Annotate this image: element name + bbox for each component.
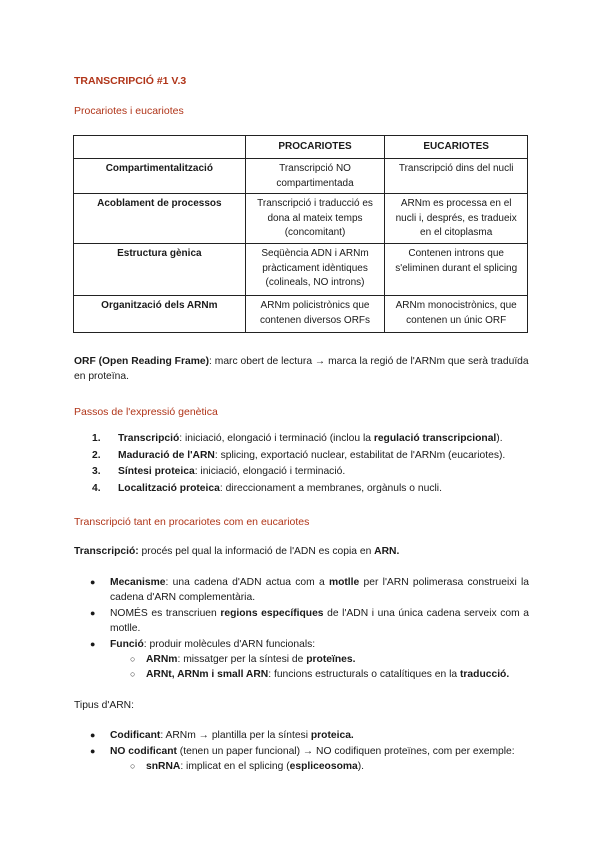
table-header-row <box>74 136 528 159</box>
section-heading-transcripcio: Transcripció tant en procariotes com en eucariotes <box>74 516 310 528</box>
bullet-text: : una cadena d'ADN actua com a <box>165 577 329 588</box>
list-item <box>74 607 529 637</box>
sub-bold: ARNt, ARNm i small ARN <box>146 668 269 680</box>
table-cell: ARNm monocistrònics, que contenen un únic ORF <box>385 296 528 333</box>
step-bold: regulació transcripcional <box>373 433 497 444</box>
bullet-icon: ● <box>90 607 96 618</box>
step-label: Maduració de l'ARN <box>118 449 215 461</box>
def-text: procés pel qual la informació de l'ADN es copia en <box>138 546 375 557</box>
def-term: Transcripció: <box>74 546 139 557</box>
table-header-cell <box>74 136 246 159</box>
circle-bullet-icon: ○ <box>130 760 136 771</box>
list-item <box>74 465 534 482</box>
sub-bold: espliceosoma <box>289 760 358 772</box>
list-item <box>74 638 529 683</box>
steps-list <box>74 432 534 498</box>
list-number: 3. <box>92 466 101 477</box>
tipus-heading: Tipus d'ARN: <box>74 700 134 711</box>
table-row <box>74 244 528 296</box>
bullet-bold: proteica. <box>310 730 354 741</box>
table-row-header: Acoblament de processos <box>74 194 246 244</box>
table-row <box>74 194 528 244</box>
bullet-bold: regions específiques <box>220 607 324 619</box>
sub-bold: ARNm <box>146 653 178 665</box>
table-cell: Contenen introns que s'eliminen durant el splicing <box>385 244 528 296</box>
sub-bold: snRNA <box>146 760 181 772</box>
bullet-icon: ● <box>90 638 96 649</box>
sub-text: : missatger per la síntesi de <box>177 653 307 665</box>
bullet-bold: Funció <box>110 638 144 650</box>
list-item <box>74 576 529 606</box>
step-label: Síntesi proteica <box>118 466 195 477</box>
bullet-icon: ● <box>90 730 96 740</box>
list-item <box>110 668 529 683</box>
list-item <box>74 449 534 466</box>
table-cell: ARNm es processa en el nucli i, després, es tradueix en el citoplasma <box>385 194 528 244</box>
table-row-header: Compartimentalització <box>74 159 246 194</box>
circle-bullet-icon: ○ <box>130 668 136 679</box>
step-text: : splicing, exportació nuclear, estabilitat de l'ARNm (eucariotes). <box>214 449 506 461</box>
step-text: : direccionament a membranes, orgànuls o nucli. <box>219 482 442 494</box>
list-item <box>74 432 534 449</box>
sub-text: ). <box>357 760 365 772</box>
table-header-cell: PROCARIOTES <box>245 136 385 159</box>
circle-bullet-icon: ○ <box>130 653 136 664</box>
orf-term: ORF (Open Reading Frame) <box>74 356 210 367</box>
bullet-bold: motlle <box>328 577 360 588</box>
list-item <box>74 482 534 499</box>
sub-list <box>110 760 529 775</box>
document-title: TRANSCRIPCIÓ #1 V.3 <box>74 75 187 87</box>
table-row-header: Estructura gènica <box>74 244 246 296</box>
comparison-table <box>73 135 528 333</box>
table-cell: Transcripció NO compartimentada <box>245 159 385 194</box>
orf-text: : marc obert de lectura → marca la regió de l'ARNm que serà traduïda en proteïna. <box>74 356 529 382</box>
table-row <box>74 159 528 194</box>
table-header-cell: EUCARIOTES <box>385 136 528 159</box>
bullet-text: : produir molècules d'ARN funcionals: <box>143 638 316 650</box>
def-bold: ARN. <box>374 546 400 557</box>
bullet-text: (tenen un paper funcional) → NO codifiquen proteïnes, com per exemple: <box>176 745 515 757</box>
step-text: : iniciació, elongació i terminació. <box>194 466 346 477</box>
list-item <box>74 729 529 744</box>
list-number: 2. <box>92 449 101 461</box>
table-cell: Transcripció i traducció es dona al mateix temps (concomitant) <box>245 194 385 244</box>
step-text: : iniciació, elongació i terminació (inclou la <box>179 433 374 444</box>
orf-definition <box>74 355 529 385</box>
bullet-icon: ● <box>90 577 96 587</box>
sub-list <box>110 653 529 683</box>
table-cell: ARNm policistrònics que contenen diversos ORFs <box>245 296 385 333</box>
bullet-icon: ● <box>90 745 96 756</box>
table-cell: Seqüència ADN i ARNm pràcticament idèntiques (colineals, NO introns) <box>245 244 385 296</box>
transcripcio-bullets <box>74 576 529 683</box>
list-item <box>110 760 529 775</box>
tipus-bullets <box>74 729 529 776</box>
bullet-bold: NO codificant <box>110 745 177 757</box>
list-item <box>74 745 529 775</box>
sub-bold: traducció. <box>460 668 510 680</box>
table-cell: Transcripció dins del nucli <box>385 159 528 194</box>
list-item <box>110 653 529 668</box>
list-number: 1. <box>92 433 101 444</box>
table-row-header: Organització dels ARNm <box>74 296 246 333</box>
section-heading-procariotes: Procariotes i eucariotes <box>74 105 184 117</box>
sub-bold: proteïnes. <box>306 653 356 665</box>
bullet-text: : ARNm → plantilla per la síntesi <box>160 730 311 741</box>
table-row <box>74 296 528 333</box>
step-label: Localització proteica <box>118 482 220 494</box>
sub-text: : funcions estructurals o catalítiques en la <box>268 668 460 680</box>
step-tail: ). <box>496 433 503 444</box>
bullet-text: per l'ARN polimerasa construeixi la cadena d'ARN complementària. <box>110 577 529 603</box>
list-number: 4. <box>92 482 101 494</box>
bullet-bold: Mecanisme <box>110 577 166 588</box>
step-label: Transcripció <box>118 433 180 444</box>
bullet-text: de l'ADN i una única cadena serveix com a motlle. <box>110 607 529 634</box>
transcripcio-definition <box>74 545 529 560</box>
bullet-bold: Codificant <box>110 730 161 741</box>
sub-text: : implicat en el splicing ( <box>180 760 290 772</box>
section-heading-passos: Passos de l'expressió genètica <box>74 406 218 418</box>
bullet-text: NOMÉS es transcriuen <box>110 607 221 619</box>
